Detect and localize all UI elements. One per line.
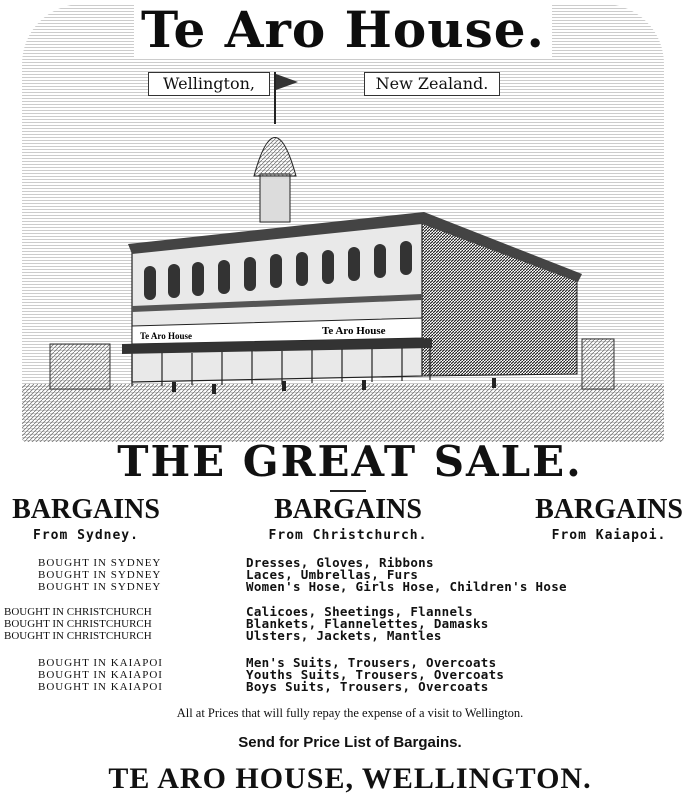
bought-label: BOUGHT IN SYDNEY: [38, 557, 162, 569]
price-list-callout: Send for Price List of Bargains.: [238, 734, 462, 751]
bought-label: BOUGHT IN CHRISTCHURCH: [4, 606, 152, 618]
side-building-left: [50, 344, 110, 389]
street: [22, 384, 664, 442]
column-subtitle-kaiapoi: From Kaiapoi.: [551, 528, 667, 543]
list-item: [0, 681, 700, 693]
column-title-christchurch: BARGAINS: [274, 494, 422, 525]
group-christchurch: [0, 606, 700, 642]
shop-sign-main: Te Aro House: [322, 325, 386, 337]
group-kaiapoi: [0, 657, 700, 693]
store-address-line: TE ARO HOUSE, WELLINGTON.: [108, 762, 592, 795]
goods-line: Women's Hose, Girls Hose, Children's Hose: [246, 579, 567, 594]
location-city: Wellington,: [148, 72, 270, 96]
goods-line: Men's Suits, Trousers, Overcoats: [246, 655, 497, 670]
building-illustration: [22, 4, 664, 442]
list-item: [0, 581, 700, 593]
shop-sign-left: Te Aro House: [140, 331, 193, 341]
goods-line: Laces, Umbrellas, Furs: [246, 567, 419, 582]
column-title-kaiapoi: BARGAINS: [535, 494, 683, 525]
bought-label: BOUGHT IN KAIAPOI: [38, 657, 163, 669]
list-item: [0, 630, 700, 642]
goods-line: Calicoes, Sheetings, Flannels: [246, 604, 473, 619]
divider-rule: [330, 490, 366, 492]
goods-line: Blankets, Flannelettes, Damasks: [246, 616, 489, 631]
goods-line: Youths Suits, Trousers, Overcoats: [246, 667, 505, 682]
side-building-right: [582, 339, 614, 389]
main-title: Te Aro House.: [134, 2, 552, 58]
bought-label: BOUGHT IN KAIAPOI: [38, 681, 163, 693]
bought-label: BOUGHT IN KAIAPOI: [38, 669, 163, 681]
group-sydney: [0, 557, 700, 593]
column-title-sydney: BARGAINS: [12, 494, 160, 525]
bought-label: BOUGHT IN CHRISTCHURCH: [4, 618, 152, 630]
te-aro-house-engraving: [22, 4, 664, 442]
bought-label: BOUGHT IN SYDNEY: [38, 569, 162, 581]
column-subtitle-sydney: From Sydney.: [33, 528, 139, 543]
column-subtitle-christchurch: From Christchurch.: [268, 528, 428, 543]
goods-line: Ulsters, Jackets, Mantles: [246, 628, 442, 643]
bought-label: BOUGHT IN CHRISTCHURCH: [4, 630, 152, 642]
bought-label: BOUGHT IN SYDNEY: [38, 581, 162, 593]
headline: THE GREAT SALE.: [117, 437, 583, 486]
goods-line: Dresses, Gloves, Ribbons: [246, 555, 434, 570]
price-footnote: All at Prices that will fully repay the expense of a visit to Wellington.: [176, 706, 524, 720]
goods-line: Boys Suits, Trousers, Overcoats: [246, 679, 489, 694]
tower-base: [260, 174, 290, 222]
location-country: New Zealand.: [364, 72, 500, 96]
